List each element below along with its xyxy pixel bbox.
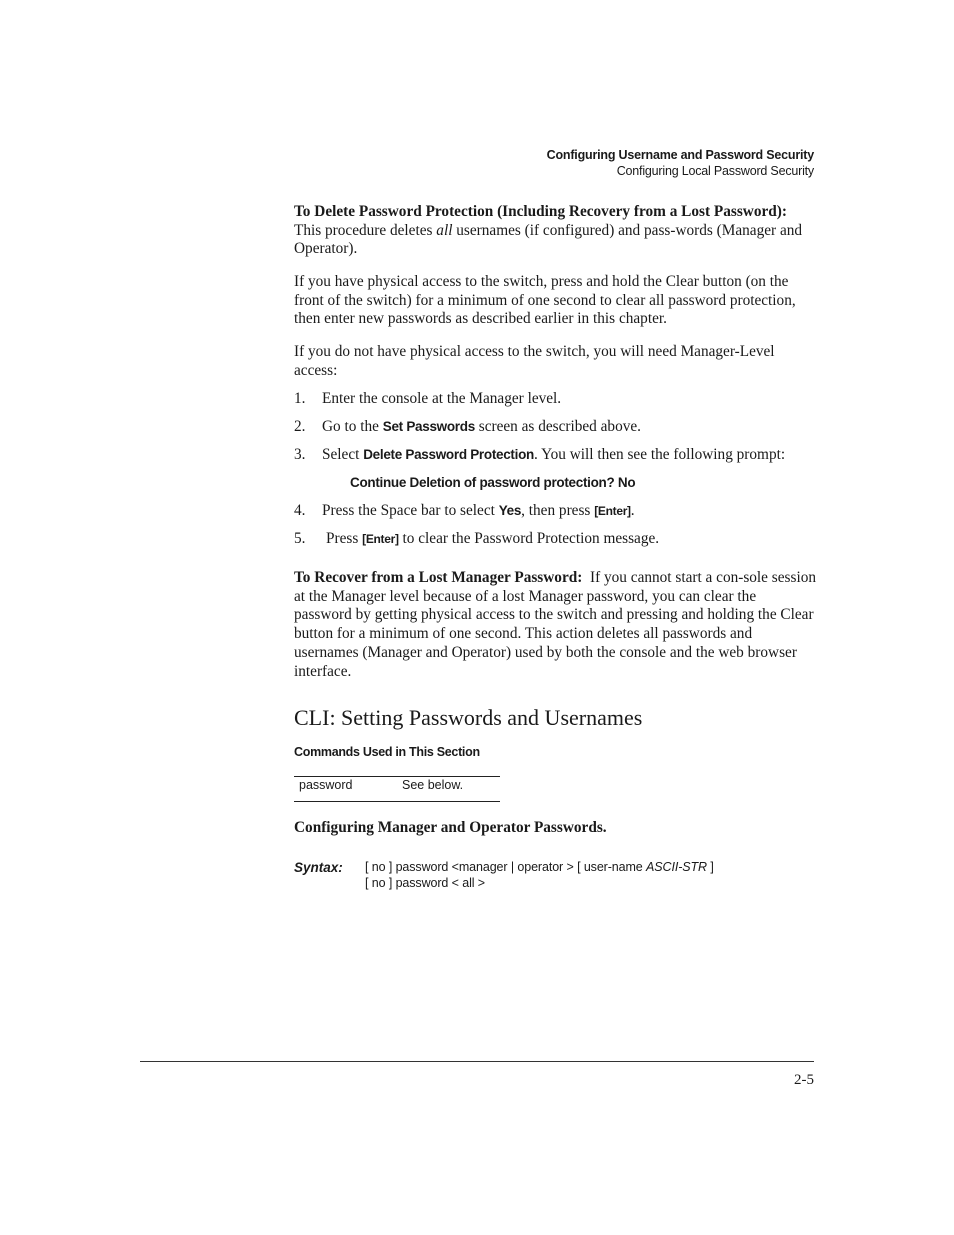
ui-label-set-passwords: Set Passwords xyxy=(382,419,475,434)
step-text xyxy=(326,530,659,549)
step-text-after: . xyxy=(630,502,635,519)
step-text-before: Select xyxy=(322,446,360,463)
running-head-chapter: Configuring Username and Password Security xyxy=(546,148,814,162)
no-physical-access-paragraph: If you do not have physical access to the switch, you will need Manager-Level access: xyxy=(294,343,775,379)
ui-label-delete-password-protection: Delete Password Protection xyxy=(363,447,534,462)
recover-text: If you cannot start a con-sole session at the Manager level because of a lost Manager password, you can clear the password by getting physical access to the switch and pressing and holding the Clear button for a minimum of one second. This action deletes all passwords and usernames (Manager and Operator) used by both the console and the web browser interface. xyxy=(294,569,816,680)
step-text-before: Press the Space bar to select xyxy=(322,502,495,519)
key-enter: [Enter] xyxy=(594,504,631,518)
step-text-after: to clear the Password Protection message. xyxy=(402,530,660,547)
step-text xyxy=(322,418,641,437)
step-text-after: screen as described above. xyxy=(478,418,641,435)
step-text-before: Press xyxy=(326,530,359,547)
step-number: 2. xyxy=(294,418,306,435)
syntax-line-1-italic: ASCII-STR xyxy=(646,860,707,874)
syntax-line-1-suffix: ] xyxy=(710,860,714,874)
recover-paragraph xyxy=(294,569,816,681)
syntax-line-1-prefix: [ no ] password <manager | operator > [ user-name xyxy=(365,860,643,874)
syntax-line-1 xyxy=(365,860,714,874)
step-text xyxy=(322,446,785,465)
step-number: 1. xyxy=(294,390,306,407)
step-text-before: Go to the xyxy=(322,418,379,435)
step-text-after: . You will then see the following prompt: xyxy=(533,446,786,463)
ui-label-yes: Yes xyxy=(498,503,522,518)
config-heading: Configuring Manager and Operator Passwords. xyxy=(294,819,607,836)
delete-protection-paragraph xyxy=(294,203,816,259)
step-text-middle: , then press xyxy=(521,502,591,519)
recover-heading: To Recover from a Lost Manager Password: xyxy=(294,569,583,586)
running-head-section: Configuring Local Password Security xyxy=(616,164,814,178)
physical-access-paragraph: If you have physical access to the switch, press and hold the Clear button (on the front of the switch) for a minimum of one second to clear all password protection, then enter new passwords as described earlier in this chapter. xyxy=(294,273,796,328)
table-cell-description: See below. xyxy=(402,778,464,792)
footer-rule xyxy=(140,1061,814,1062)
commands-table xyxy=(294,776,500,802)
step-number: 3. xyxy=(294,446,306,463)
delete-protection-em: all xyxy=(436,221,453,239)
delete-protection-heading: To Delete Password Protection (Including Recovery from a Lost Password): xyxy=(294,203,787,220)
step-number: 5. xyxy=(294,530,306,547)
step-number: 4. xyxy=(294,502,306,519)
page-number: 2-5 xyxy=(794,1072,814,1088)
section-title: CLI: Setting Passwords and Usernames xyxy=(294,705,643,730)
step-text: Enter the console at the Manager level. xyxy=(322,390,562,407)
running-head xyxy=(547,147,814,179)
delete-protection-text-2: usernames (if configured) and pass-words (Manager and Operator). xyxy=(294,221,803,258)
table-cell-command: password xyxy=(299,778,353,792)
delete-protection-text-1: This procedure deletes xyxy=(294,221,433,239)
console-prompt: Continue Deletion of password protection? No xyxy=(350,475,636,490)
syntax-label: Syntax: xyxy=(294,860,343,875)
step-text xyxy=(322,502,635,521)
key-enter: [Enter] xyxy=(362,532,399,546)
commands-heading: Commands Used in This Section xyxy=(294,745,480,759)
syntax-line-2: [ no ] password < all > xyxy=(365,876,485,890)
